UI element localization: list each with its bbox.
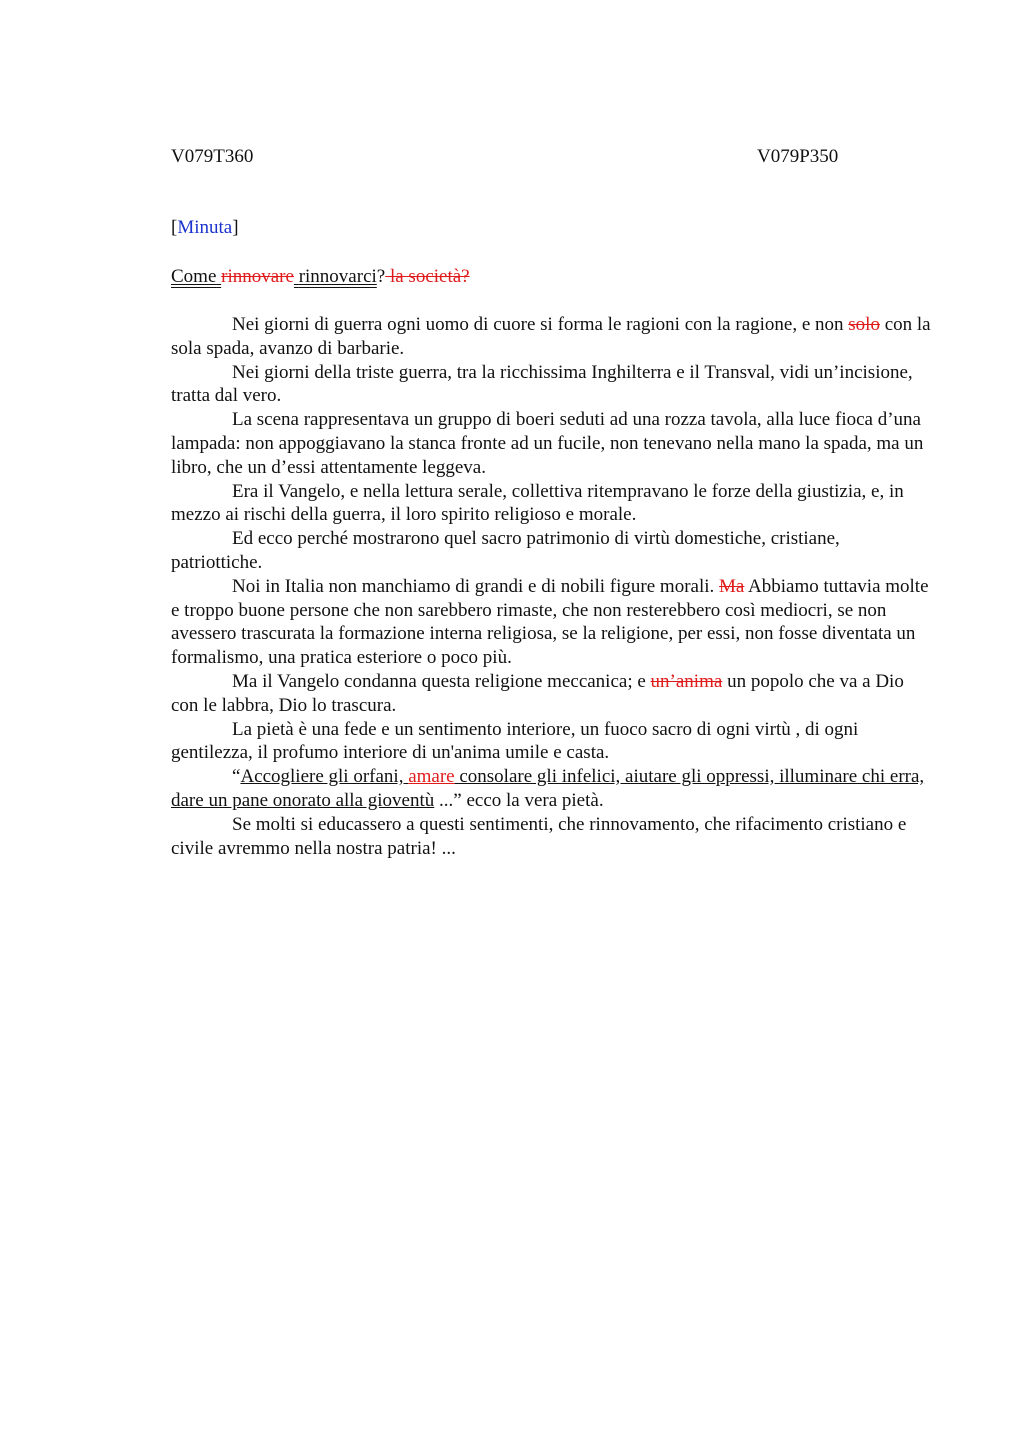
underlined-text: Accogliere gli orfani, bbox=[240, 766, 409, 788]
paragraph-text: con la sola spada, avanzo di barbarie. bbox=[171, 314, 931, 359]
document-body bbox=[171, 313, 931, 860]
deleted-word: amare bbox=[408, 766, 455, 788]
title-word-come: Come bbox=[171, 266, 217, 287]
paragraph-5: Ed ecco perché mostrarono quel sacro patrimonio di virtù domestiche, cristiane, patriottiche. bbox=[171, 528, 840, 573]
deleted-word: Ma bbox=[719, 575, 745, 597]
deleted-word: solo bbox=[848, 314, 880, 335]
title-deleted-word: rinnovare bbox=[221, 266, 294, 287]
paragraph-8: La pietà è una fede e un sentimento interiore, un fuoco sacro di ogni virtù , di ogni gentilezza, il profumo interiore di un'anima umile e casta. bbox=[171, 718, 859, 764]
paragraph-6 bbox=[171, 575, 931, 670]
document-type-text: Minuta bbox=[177, 217, 233, 238]
paragraph-text: ...” ecco la vera pietà. bbox=[434, 789, 604, 811]
underlined-text: consolare gli infelici, aiutare gli oppressi, illuminare chi erra, dare un pane onorato alla gioventù bbox=[171, 766, 925, 811]
paragraph-7 bbox=[171, 670, 931, 718]
open-quote: “ bbox=[232, 766, 241, 788]
bracket-close: ] bbox=[232, 217, 239, 238]
paragraph-text: Ma il Vangelo condanna questa religione meccanica; e bbox=[232, 670, 651, 692]
paragraph-text: Noi in Italia non manchiamo di grandi e di nobili figure morali. bbox=[232, 575, 720, 597]
paragraph-9 bbox=[171, 765, 931, 813]
title-deleted-phrase: la società? bbox=[385, 266, 470, 287]
paragraph-10: Se molti si educassero a questi sentimenti, che rinnovamento, che rifacimento cristiano e civile avremmo nella nostra patria! ... bbox=[171, 813, 907, 859]
paragraph-text: Nei giorni di guerra ogni uomo di cuore si forma le ragioni con la ragione, e non bbox=[232, 314, 849, 335]
paragraph-2: Nei giorni della triste guerra, tra la ricchissima Inghilterra e il Transval, vidi un’incisione, tratta dal vero. bbox=[171, 361, 913, 407]
document-code-left: V079T360 bbox=[171, 146, 254, 167]
document-code-right: V079P350 bbox=[757, 146, 839, 167]
bracket-open: [ bbox=[171, 217, 178, 238]
paragraph-1 bbox=[171, 313, 931, 361]
document-type-label bbox=[171, 217, 239, 239]
document-title bbox=[171, 266, 470, 288]
deleted-word: un’anima bbox=[650, 670, 723, 692]
paragraph-4: Era il Vangelo, e nella lettura serale, collettiva ritempravano le forze della giustizia, e, in mezzo ai rischi della guerra, il loro spirito religioso e morale. bbox=[171, 480, 904, 526]
title-question-mark: ? bbox=[376, 266, 386, 287]
paragraph-3: La scena rappresentava un gruppo di boeri seduti ad una rozza tavola, alla luce fioca d’una lampada: non appoggiavano la stanca fronte ad un fucile, non tenevano nella mano la spada, ma un libro, che un d’essi attentamente leggeva. bbox=[171, 409, 924, 478]
paragraph-text: un popolo che va a Dio con le labbra, Dio lo trascura. bbox=[171, 670, 904, 716]
paragraph-text: Abbiamo tuttavia molte e troppo buone persone che non sarebbero rimaste, che non resterebbero così mediocri, se non avessero trascurata la formazione interna religiosa, se la religione, per essi, non fosse diventata un formalismo, una pratica esteriore o poco più. bbox=[171, 575, 929, 669]
title-word-rinnovarci: rinnovarci bbox=[298, 266, 377, 287]
